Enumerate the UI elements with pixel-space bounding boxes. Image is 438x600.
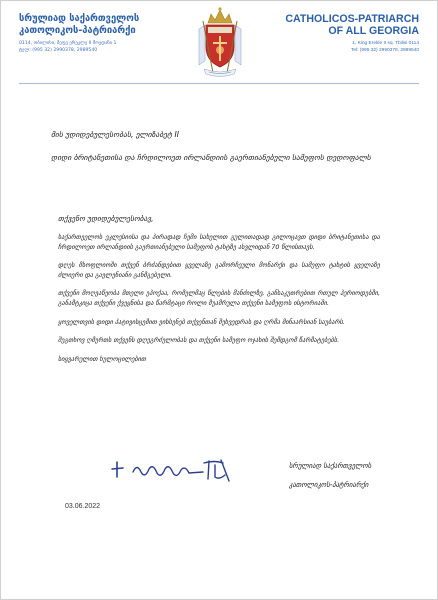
letterhead-title-en-2: OF ALL GEORGIA bbox=[328, 25, 419, 37]
letterhead-tel-en: Tel: (995 32) 2990378, 2989540 bbox=[350, 48, 419, 53]
letter-date: 03.06.2022 bbox=[65, 503, 101, 510]
letter-body bbox=[58, 233, 380, 373]
letterhead-title-en-1: CATHOLICOS-PATRIARCH bbox=[285, 13, 419, 25]
letterhead-tel-ge: ტელ: (995 32) 2990378, 2989540 bbox=[19, 48, 98, 53]
signature-title-line-1: სრულიად საქართველოს bbox=[289, 462, 372, 470]
letterhead-title-ge-1: სრულიად საქართველოს bbox=[19, 13, 140, 24]
paragraph: თქვენი მოღვაწეობა მთელი ეპოქაა, რომელმაც წლების მანძილზე, განსაკუთრებით რთულ პერიოდებში, განამტკიცა თქვენი ქვეყნისა და წარმტაცი როლი მუამრულა თქვენი სამეფოს ისტორიაში. bbox=[58, 290, 380, 307]
paragraph: საქართველოს ეკლესიისა და პირადად ჩემი სახელით გულითადად გილოცავთ დიდი ბრიტანეთისა და ჩრდილოეთ ირლანდიის გაერთიანებული სამეფოს ტახტზე ასვლიდან 70 წლისთავს. bbox=[58, 234, 380, 251]
signature-title bbox=[289, 462, 419, 490]
letterhead-address-ge: 0114, თბილისი, მეფე ერეკლე II მოედანი 1 bbox=[19, 41, 117, 46]
signature-title-line-2: კათოლიკოს-პატრიარქი bbox=[289, 481, 369, 489]
letterhead-divider bbox=[19, 83, 419, 84]
closing-line: სიყვარულით ხულოცილებით bbox=[58, 355, 147, 363]
paragraph: ყოველთვის დიდი პატივისცემით ვიხსენებ თქვენთან შეხვედრას და ღრმა მინაარსიან საუბარს. bbox=[58, 318, 345, 326]
paragraph: დღეს მსოფლიოში თქვენ ბრძანდებით ყველაზე გამორჩეული მონარქი და სამეფო ტახტის ყველაზე ძლიერი და გავლენიანი განმგებელი. bbox=[58, 262, 380, 279]
letterhead-title-ge-2: კათოლიკოს-პატრიარქი bbox=[19, 25, 136, 36]
addressee-name: მის უდიდებულესობას, ელიზაბეტ II bbox=[51, 130, 179, 139]
handwritten-signature bbox=[111, 457, 256, 485]
salutation: თქვენო უდიდებულესობავ, bbox=[58, 214, 154, 223]
letterhead-right bbox=[259, 13, 419, 54]
letterhead-left bbox=[19, 13, 191, 54]
patriarchate-emblem bbox=[191, 3, 249, 83]
addressee-block bbox=[51, 129, 391, 163]
letterhead-address-en: 1, King Erekle II sq. Tbilisi 0114 bbox=[352, 41, 419, 46]
paragraph: შეგთხოვ ღმერთს თქვენს დღეგრძელობას და თქვენი სამეფო ოჯახის შემდგომ წარმატებებს. bbox=[58, 337, 340, 345]
addressee-title: დიდი ბრიტანეთისა და ჩრდილოეთ ირლანდიის გაერთიანებული სამეფოს დედოფალს bbox=[51, 153, 371, 162]
